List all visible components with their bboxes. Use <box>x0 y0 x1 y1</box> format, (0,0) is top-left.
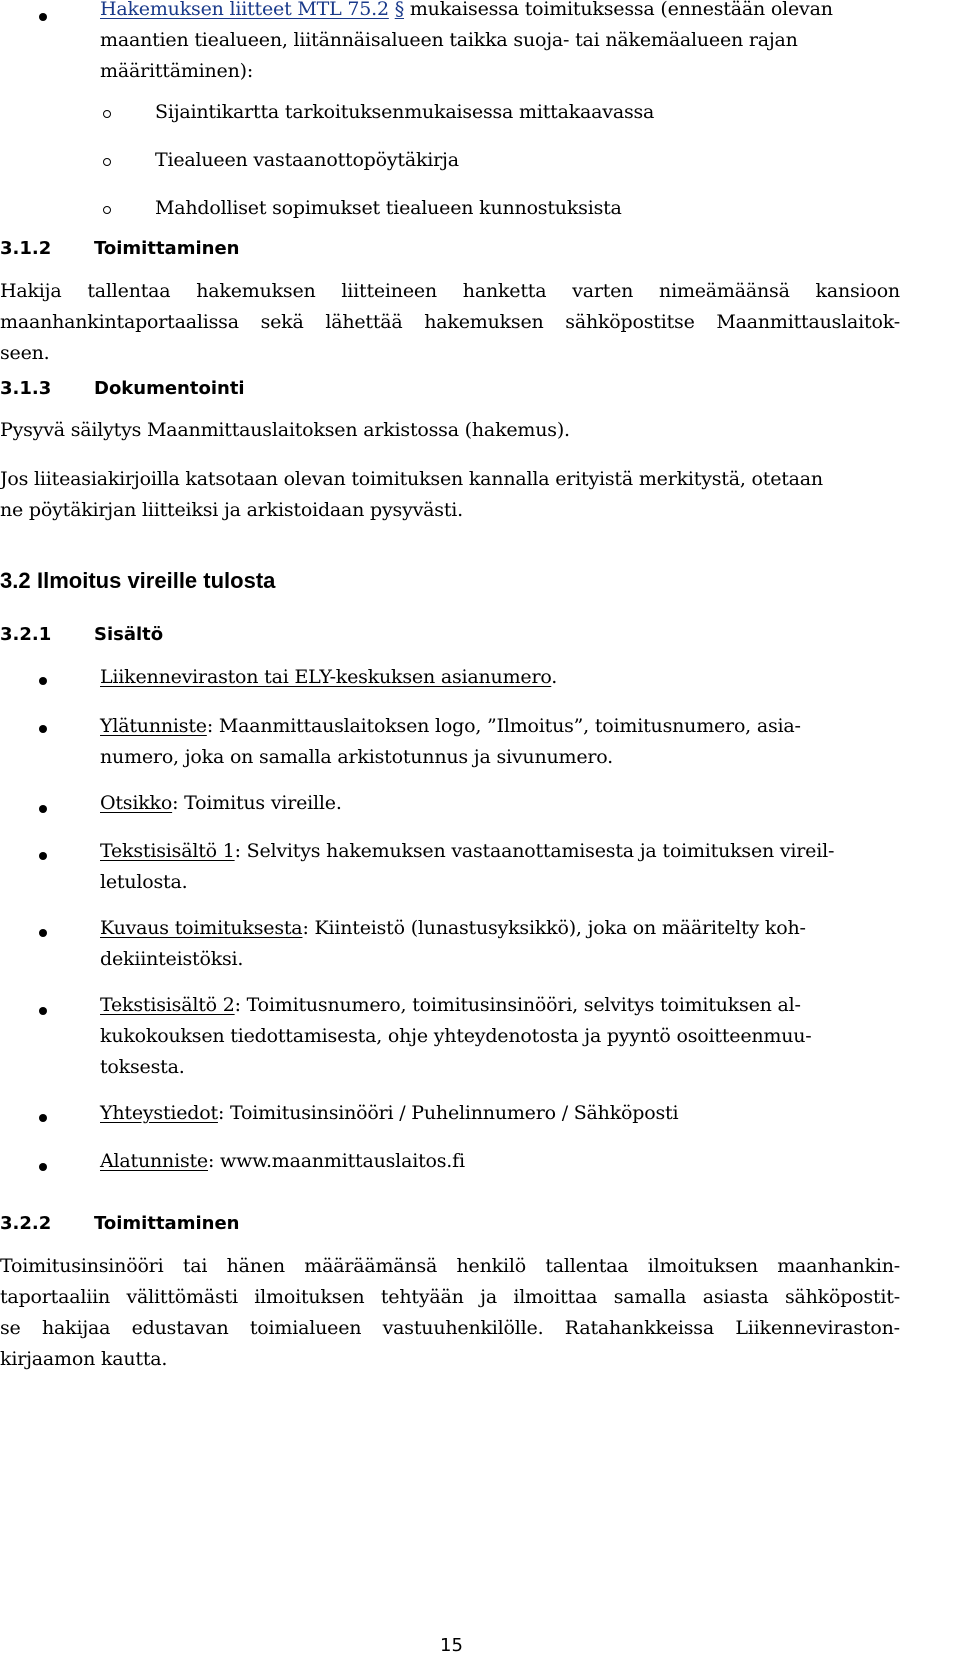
item-line <box>100 836 900 867</box>
bullet-marker <box>39 852 47 860</box>
bullet-marker <box>39 725 47 733</box>
top-item-link[interactable]: Hakemuksen liitteet MTL 75.2 <box>100 0 389 20</box>
item-label: Tekstisisältö 2 <box>100 994 235 1016</box>
section-number-3-1-2: 3.1.2 <box>0 238 52 259</box>
section-title-3-1-3: Dokumentointi <box>94 378 245 399</box>
section-number-3-2-2: 3.2.2 <box>0 1213 52 1234</box>
paragraph-line: taportaaliin välittömästi ilmoituksen tehtyään ja ilmoittaa samalla asiasta sähköpostit- <box>0 1286 900 1308</box>
list-item-2 <box>100 711 900 773</box>
item-text: : Toimitus vireille. <box>172 792 342 814</box>
paragraph-3-1-3-a: Pysyvä säilytys Maanmittauslaitoksen arkistossa (hakemus). <box>0 419 570 441</box>
item-text: : Selvitys hakemuksen vastaanottamisesta ja toimituksen vireil- <box>234 840 835 862</box>
paragraph-line: seen. <box>0 342 50 364</box>
bullet-marker <box>39 13 47 21</box>
paragraph-line: Toimitusinsinööri tai hänen määräämänsä henkilö tallentaa ilmoituksen maanhankin- <box>0 1255 900 1277</box>
item-text: : Maanmittauslaitoksen logo, ”Ilmoitus”, toimitusnumero, asia- <box>206 715 801 737</box>
section-number-3-2: 3.2 <box>0 568 31 593</box>
subitem-3: Mahdolliset sopimukset tiealueen kunnostuksista <box>155 197 622 219</box>
item-label: Tekstisisältö 1 <box>100 840 235 862</box>
item-label: Otsikko <box>100 792 173 814</box>
list-item-4 <box>100 836 900 898</box>
paragraph-3-1-3-b <box>0 464 900 526</box>
item-end: . <box>551 666 558 688</box>
bullet-marker <box>39 1007 47 1015</box>
paragraph-3-2-2 <box>0 1251 900 1375</box>
sub-marker <box>103 206 111 214</box>
sub-marker <box>103 110 111 118</box>
bullet-marker <box>39 1163 47 1171</box>
paragraph-line: Hakija tallentaa hakemuksen liitteineen hanketta varten nimeämäänsä kansioon <box>0 280 900 302</box>
section-title-3-2: Ilmoitus vireille tulosta <box>37 568 276 593</box>
item-label: Kuvaus toimituksesta <box>100 917 303 939</box>
list-item-3 <box>100 788 342 819</box>
paragraph-line: maanhankintaportaalissa sekä lähettää hakemuksen sähköpostitse Maanmittauslaitok- <box>0 311 900 333</box>
bullet-marker <box>39 929 47 937</box>
subitem-1: Sijaintikartta tarkoituksenmukaisessa mittakaavassa <box>155 101 655 123</box>
item-label: Yhteystiedot <box>100 1102 218 1124</box>
section-sign[interactable]: § <box>394 0 405 20</box>
item-line <box>100 990 900 1021</box>
top-item-line1 <box>100 0 833 25</box>
paragraph-line: Jos liiteasiakirjoilla katsotaan olevan toimituksen kannalla erityistä merkitystä, otetaan <box>0 468 823 490</box>
list-item-8 <box>100 1146 465 1177</box>
paragraph-line: kirjaamon kautta. <box>0 1348 168 1370</box>
subitem-2: Tiealueen vastaanottopöytäkirja <box>155 149 459 171</box>
list-item-6 <box>100 990 900 1083</box>
section-number-3-2-1: 3.2.1 <box>0 624 52 645</box>
top-item-line2: maantien tiealueen, liitännäisalueen taikka suoja- tai näkemäalueen rajan <box>100 29 798 51</box>
item-label: Liikenneviraston tai ELY-keskuksen asianumero <box>100 666 552 688</box>
top-item-line3: määrittäminen): <box>100 60 254 82</box>
item-line: toksesta. <box>100 1056 185 1078</box>
item-label: Ylätunniste <box>100 715 207 737</box>
list-item-7 <box>100 1098 678 1129</box>
top-item-line1-rest: mukaisessa toimituksessa (ennestään olevan <box>409 0 833 20</box>
bullet-marker <box>39 805 47 813</box>
bullet-marker <box>39 677 47 685</box>
sub-marker <box>103 158 111 166</box>
paragraph-3-1-2 <box>0 276 900 369</box>
item-line <box>100 711 900 742</box>
list-item-1 <box>100 662 557 693</box>
item-line: letulosta. <box>100 871 188 893</box>
page-number: 15 <box>440 1635 463 1656</box>
item-text: : Kiinteistö (lunastusyksikkö), joka on määritelty koh- <box>302 917 806 939</box>
paragraph-line: se hakijaa edustavan toimialueen vastuuhenkilölle. Ratahankkeissa Liikenneviraston- <box>0 1317 900 1339</box>
list-item-5 <box>100 913 900 975</box>
section-title-3-2-1: Sisältö <box>94 624 164 645</box>
section-number-3-1-3: 3.1.3 <box>0 378 52 399</box>
item-text: : www.maanmittauslaitos.fi <box>207 1150 465 1172</box>
item-label: Alatunniste <box>100 1150 208 1172</box>
item-text: : Toimitusinsinööri / Puhelinnumero / Sähköposti <box>217 1102 679 1124</box>
bullet-marker <box>39 1114 47 1122</box>
item-line <box>100 913 900 944</box>
item-line: numero, joka on samalla arkistotunnus ja sivunumero. <box>100 746 614 768</box>
section-title-3-1-2: Toimittaminen <box>94 238 240 259</box>
item-line: kukokouksen tiedottamisesta, ohje yhteydenotosta ja pyyntö osoitteenmuu- <box>100 1025 812 1047</box>
section-title-3-2-2: Toimittaminen <box>94 1213 240 1234</box>
item-text: : Toimitusnumero, toimitusinsinööri, selvitys toimituksen al- <box>234 994 801 1016</box>
item-line: dekiinteistöksi. <box>100 948 244 970</box>
paragraph-line: ne pöytäkirjan liitteiksi ja arkistoidaan pysyvästi. <box>0 499 463 521</box>
